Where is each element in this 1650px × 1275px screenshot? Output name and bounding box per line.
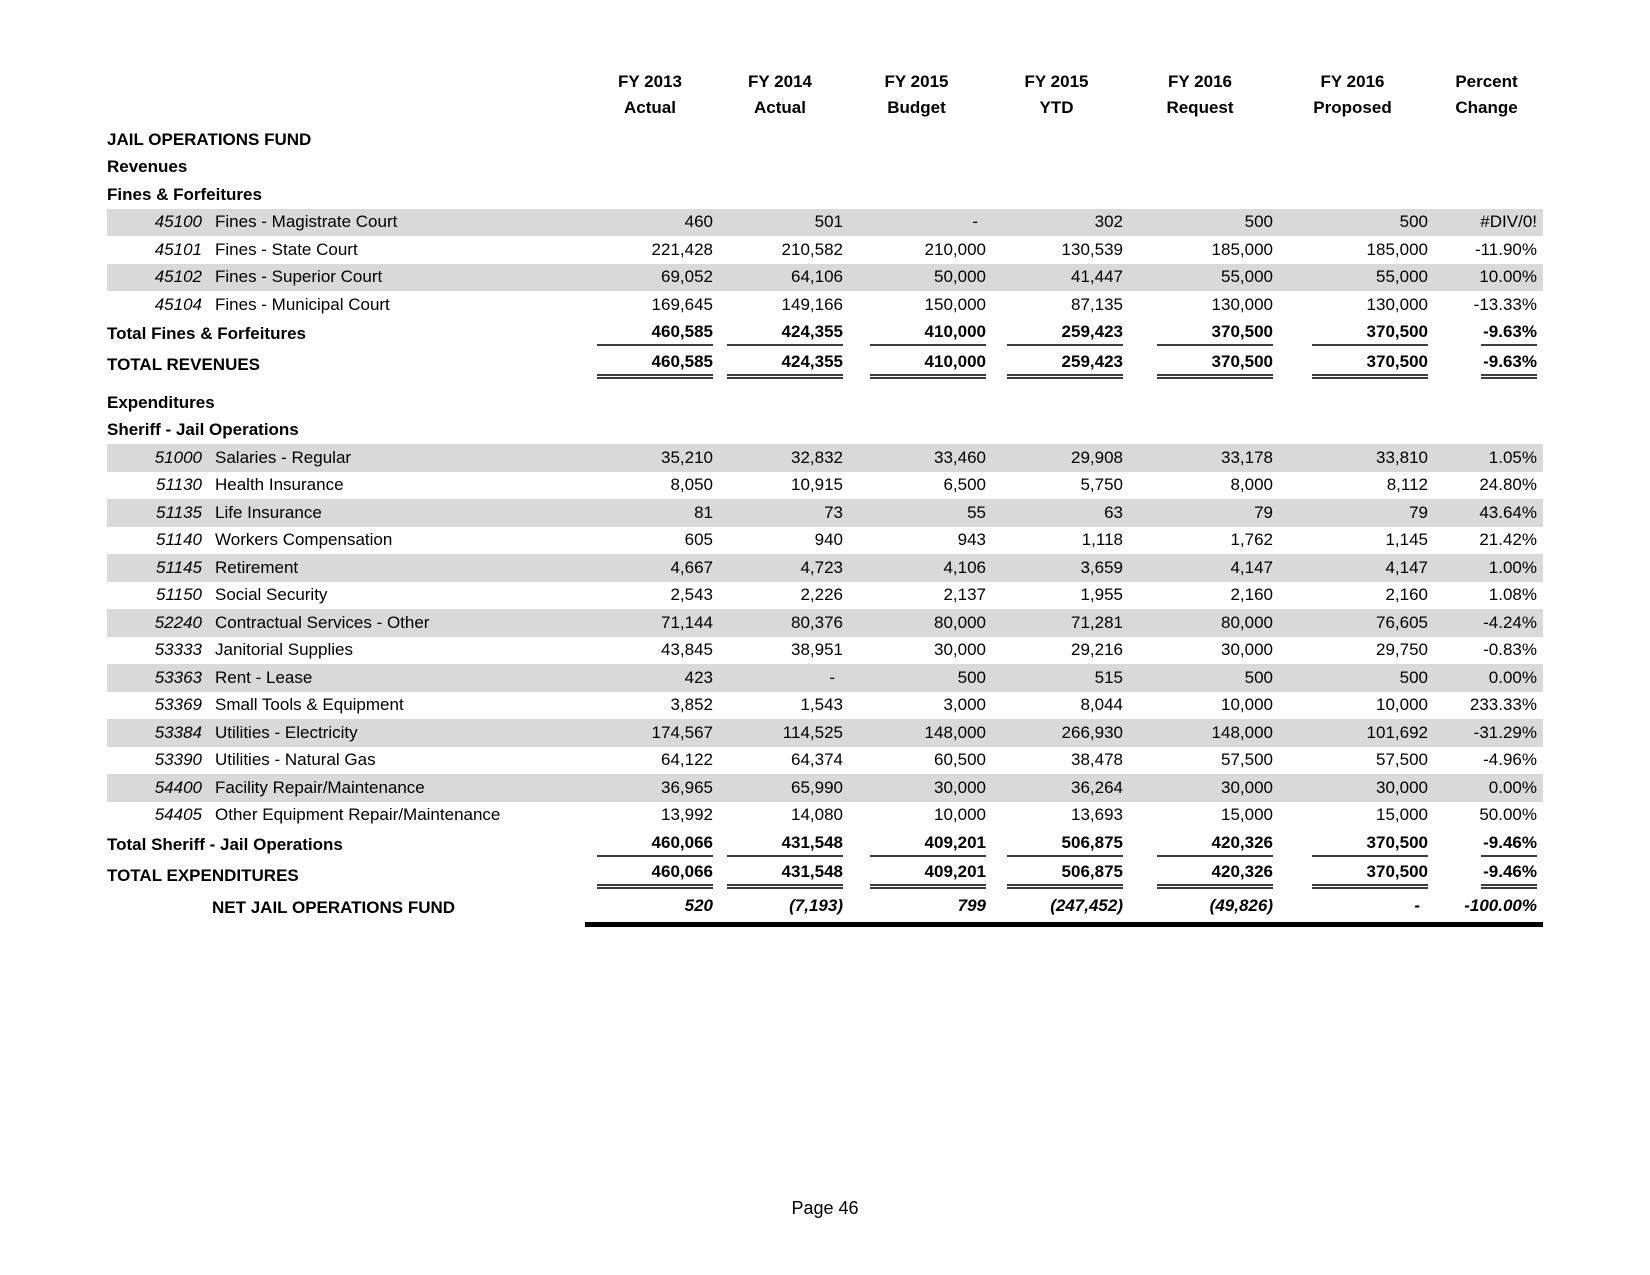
table-row <box>107 264 1543 292</box>
cell-value: - <box>829 667 835 687</box>
cell-value: 515 <box>1094 667 1123 687</box>
account-name: Salaries - Regular <box>215 447 352 467</box>
cell-value: 8,112 <box>1386 475 1428 495</box>
cell-value: 73 <box>824 502 843 522</box>
cell-value: 4,667 <box>670 557 713 577</box>
cell-value: 500 <box>1244 212 1273 232</box>
account-number: 51150 <box>155 585 202 605</box>
cell-value: 43.64% <box>1479 502 1537 522</box>
account-number: 51000 <box>154 447 202 467</box>
account-name: Fines - Magistrate Court <box>215 212 398 232</box>
column-header-fy2013-actual <box>585 66 715 126</box>
table-header <box>107 66 1543 126</box>
cell-value: 55,000 <box>1376 267 1428 287</box>
cell-value: 2,543 <box>670 585 713 605</box>
cell-value: 409,201 <box>870 862 986 889</box>
cell-value: 81 <box>694 502 713 522</box>
cell-value: 0.00% <box>1488 777 1537 797</box>
cell-value: (49,826) <box>1209 896 1273 916</box>
cell-value: 5,750 <box>1080 475 1123 495</box>
cell-value: 130,539 <box>1061 239 1123 259</box>
account-name: Retirement <box>215 557 299 577</box>
account-name: Contractual Services - Other <box>215 612 430 632</box>
cell-value: 30,000 <box>1221 640 1273 660</box>
header-line1: FY 2014 <box>748 72 812 91</box>
cell-value: 185,000 <box>1366 239 1428 259</box>
cell-value: 2,226 <box>800 585 843 605</box>
table-row <box>107 774 1543 802</box>
cell-value: 71,281 <box>1071 612 1123 632</box>
account-name: Facility Repair/Maintenance <box>215 777 425 797</box>
fund-title: JAIL OPERATIONS FUND <box>107 129 312 149</box>
cell-value: 57,500 <box>1221 750 1273 770</box>
cell-value: 33,810 <box>1376 447 1428 467</box>
cell-value: 410,000 <box>870 352 986 379</box>
table-body <box>107 126 1543 924</box>
column-header-fy2016-request <box>1125 66 1275 126</box>
cell-value: 259,423 <box>1007 322 1123 346</box>
account-name: Utilities - Electricity <box>215 722 358 742</box>
cell-value: 424,355 <box>727 352 843 379</box>
header-line2: Proposed <box>1313 98 1392 117</box>
cell-value: 2,160 <box>1230 585 1273 605</box>
cell-value: (7,193) <box>789 896 843 916</box>
account-number: 45101 <box>154 239 202 259</box>
cell-value: 420,326 <box>1157 833 1273 857</box>
cell-value: (247,452) <box>1050 896 1123 916</box>
cell-value: -9.46% <box>1481 862 1537 889</box>
table-row <box>107 664 1543 692</box>
cell-value: 409,201 <box>870 833 986 857</box>
cell-value: 1.00% <box>1488 557 1537 577</box>
cell-value: 506,875 <box>1007 862 1123 889</box>
account-name: Rent - Lease <box>215 667 313 687</box>
cell-value: 423 <box>684 667 713 687</box>
section-label: Revenues <box>107 157 188 177</box>
cell-value: 29,216 <box>1071 640 1123 660</box>
cell-value: -9.46% <box>1481 833 1537 857</box>
account-number: 51130 <box>155 475 202 495</box>
table-row <box>107 381 1543 417</box>
cell-value: 431,548 <box>727 833 843 857</box>
account-name: Health Insurance <box>215 475 344 495</box>
account-name: Fines - Superior Court <box>215 267 383 287</box>
cell-value: 506,875 <box>1007 833 1123 857</box>
table-row <box>107 236 1543 264</box>
table-row <box>107 472 1543 500</box>
cell-value: 233.33% <box>1469 695 1537 715</box>
cell-value: 169,645 <box>651 294 713 314</box>
cell-value: 33,460 <box>934 447 986 467</box>
table-row <box>107 499 1543 527</box>
account-name: Janitorial Supplies <box>215 640 353 660</box>
cell-value: -9.63% <box>1481 352 1537 379</box>
cell-value: 87,135 <box>1071 294 1123 314</box>
cell-value: 4,147 <box>1230 557 1273 577</box>
cell-value: 33,178 <box>1221 447 1273 467</box>
header-line1: FY 2015 <box>1024 72 1089 91</box>
account-name: Fines - State Court <box>215 239 358 259</box>
table-row <box>107 609 1543 637</box>
cell-value: 36,965 <box>661 777 713 797</box>
cell-value: 80,000 <box>934 612 986 632</box>
cell-value: 64,106 <box>791 267 843 287</box>
cell-value: 35,210 <box>661 447 713 467</box>
column-header-fy2015-ytd <box>988 66 1125 126</box>
cell-value: 2,160 <box>1385 585 1428 605</box>
cell-value: 29,750 <box>1376 640 1428 660</box>
column-header-fy2016-proposed <box>1275 66 1430 126</box>
cell-value: 50.00% <box>1479 805 1537 825</box>
account-name: Fines - Municipal Court <box>215 294 390 314</box>
cell-value: 114,525 <box>782 722 843 742</box>
header-line2: Budget <box>887 98 946 117</box>
header-line1: Percent <box>1455 72 1518 91</box>
cell-value: 6,500 <box>943 475 986 495</box>
account-number: 51135 <box>155 502 202 522</box>
cell-value: 460 <box>684 212 713 232</box>
cell-value: 460,585 <box>597 322 713 346</box>
cell-value: 185,000 <box>1211 239 1273 259</box>
table-row <box>107 891 1543 924</box>
cell-value: 41,447 <box>1071 267 1123 287</box>
column-header-percent-change <box>1430 66 1543 126</box>
cell-value: 130,000 <box>1211 294 1273 314</box>
cell-value: 32,832 <box>791 447 843 467</box>
cell-value: 259,423 <box>1007 352 1123 379</box>
table-row <box>107 126 1543 154</box>
table-row <box>107 692 1543 720</box>
account-name: Social Security <box>215 585 328 605</box>
cell-value: 2,137 <box>943 585 986 605</box>
cell-value: 500 <box>1244 667 1273 687</box>
account-name: Life Insurance <box>215 502 322 522</box>
table-row <box>107 209 1543 237</box>
table-row <box>107 319 1543 350</box>
cell-value: 13,693 <box>1071 805 1123 825</box>
header-line1: FY 2016 <box>1320 72 1385 91</box>
column-header-fy2015-budget <box>845 66 988 126</box>
cell-value: 29,908 <box>1071 447 1123 467</box>
cell-value: 1,543 <box>800 695 843 715</box>
header-line2: Actual <box>754 98 806 117</box>
cell-value: 424,355 <box>727 322 843 346</box>
cell-value: - <box>1414 896 1420 916</box>
cell-value: 210,000 <box>924 239 986 259</box>
cell-value: 15,000 <box>1221 805 1273 825</box>
cell-value: 0.00% <box>1488 667 1537 687</box>
table-row <box>107 417 1543 445</box>
cell-value: 38,951 <box>791 640 843 660</box>
cell-value: 21.42% <box>1479 530 1537 550</box>
cell-value: 4,723 <box>800 557 843 577</box>
table-row <box>107 747 1543 775</box>
cell-value: 10,000 <box>934 805 986 825</box>
table-row <box>107 802 1543 830</box>
cell-value: 38,478 <box>1071 750 1123 770</box>
page-footer: Page 46 <box>791 1198 859 1218</box>
cell-value: 370,500 <box>1312 322 1428 346</box>
cell-value: 266,930 <box>1061 722 1123 742</box>
cell-value: 101,692 <box>1366 722 1428 742</box>
cell-value: 370,500 <box>1312 833 1428 857</box>
account-name: Workers Compensation <box>215 530 393 550</box>
cell-value: 8,050 <box>670 475 713 495</box>
header-line2: Request <box>1166 98 1234 117</box>
cell-value: 30,000 <box>934 640 986 660</box>
header-line1: FY 2016 <box>1168 72 1232 91</box>
header-line2: YTD <box>1039 98 1074 117</box>
account-name: Small Tools & Equipment <box>215 695 404 715</box>
cell-value: 4,106 <box>943 557 986 577</box>
account-number: 45100 <box>154 212 202 232</box>
cell-value: 71,144 <box>661 612 713 632</box>
cell-value: 130,000 <box>1366 294 1428 314</box>
header-line2: Actual <box>624 98 676 117</box>
cell-value: 80,376 <box>791 612 843 632</box>
cell-value: -0.83% <box>1483 640 1537 660</box>
table-row <box>107 637 1543 665</box>
cell-value: 3,852 <box>670 695 713 715</box>
cell-value: 4,147 <box>1385 557 1428 577</box>
column-header-fy2014-actual <box>715 66 845 126</box>
total-row-label: Total Fines & Forfeitures <box>107 324 306 343</box>
cell-value: 1.08% <box>1488 585 1537 605</box>
cell-value: 174,567 <box>651 722 713 742</box>
cell-value: - <box>972 212 978 232</box>
table-row <box>107 554 1543 582</box>
budget-table <box>107 66 1543 927</box>
cell-value: 1,145 <box>1385 530 1428 550</box>
cell-value: 460,066 <box>597 862 713 889</box>
cell-value: 79 <box>1409 502 1428 522</box>
cell-value: 79 <box>1254 502 1273 522</box>
cell-value: 30,000 <box>1221 777 1273 797</box>
cell-value: 370,500 <box>1157 322 1273 346</box>
table-row <box>107 181 1543 209</box>
account-number: 53369 <box>154 695 202 715</box>
cell-value: 36,264 <box>1071 777 1123 797</box>
cell-value: 14,080 <box>791 805 843 825</box>
account-number: 54400 <box>154 777 202 797</box>
cell-value: 69,052 <box>661 267 713 287</box>
cell-value: 940 <box>814 530 843 550</box>
cell-value: 150,000 <box>924 294 986 314</box>
header-row <box>107 66 1543 126</box>
cell-value: 1,118 <box>1081 530 1123 550</box>
account-number: 51140 <box>155 530 202 550</box>
net-row-label: NET JAIL OPERATIONS FUND <box>212 897 456 917</box>
cell-value: 148,000 <box>1211 722 1273 742</box>
table-row <box>107 860 1543 891</box>
section-label: Sheriff - Jail Operations <box>107 420 299 440</box>
cell-value: 3,000 <box>943 695 986 715</box>
account-name: Utilities - Natural Gas <box>215 750 376 770</box>
cell-value: -11.90% <box>1474 239 1537 259</box>
cell-value: 370,500 <box>1312 352 1428 379</box>
table-row <box>107 154 1543 182</box>
account-number: 53384 <box>154 722 202 742</box>
cell-value: 605 <box>684 530 713 550</box>
cell-value: 148,000 <box>924 722 986 742</box>
cell-value: 55 <box>967 502 986 522</box>
cell-value: 149,166 <box>781 294 843 314</box>
table-row <box>107 444 1543 472</box>
cell-value: 8,044 <box>1080 695 1123 715</box>
cell-value: -9.63% <box>1481 322 1537 346</box>
cell-value: 460,585 <box>597 352 713 379</box>
total-row-label: TOTAL EXPENDITURES <box>107 865 299 885</box>
cell-value: 1,762 <box>1230 530 1273 550</box>
cell-value: 799 <box>957 896 986 916</box>
cell-value: 30,000 <box>934 777 986 797</box>
cell-value: 13,992 <box>661 805 713 825</box>
cell-value: -4.96% <box>1483 750 1537 770</box>
cell-value: 15,000 <box>1376 805 1428 825</box>
table-row <box>107 829 1543 860</box>
cell-value: 30,000 <box>1376 777 1428 797</box>
cell-value: 63 <box>1104 502 1123 522</box>
cell-value: -13.33% <box>1473 294 1537 314</box>
cell-value: 57,500 <box>1376 750 1428 770</box>
cell-value: 80,000 <box>1221 612 1273 632</box>
cell-value: 24.80% <box>1479 475 1537 495</box>
section-label: Fines & Forfeitures <box>107 184 262 204</box>
cell-value: 460,066 <box>597 833 713 857</box>
cell-value: 10,000 <box>1221 695 1273 715</box>
column-header-label <box>107 66 585 126</box>
cell-value: 370,500 <box>1157 352 1273 379</box>
cell-value: 410,000 <box>870 322 986 346</box>
cell-value: 8,000 <box>1230 475 1273 495</box>
table-row <box>107 350 1543 381</box>
account-number: 45104 <box>154 294 202 314</box>
account-name: Other Equipment Repair/Maintenance <box>215 805 501 825</box>
cell-value: 10,915 <box>791 475 843 495</box>
cell-value: 76,605 <box>1376 612 1428 632</box>
account-number: 54405 <box>154 805 202 825</box>
cell-value: 3,659 <box>1080 557 1123 577</box>
cell-value: 500 <box>1399 667 1428 687</box>
cell-value: 10.00% <box>1479 267 1537 287</box>
cell-value: 64,122 <box>661 750 713 770</box>
cell-value: 370,500 <box>1312 862 1428 889</box>
cell-value: -31.29% <box>1473 722 1537 742</box>
header-line1: FY 2015 <box>884 72 949 91</box>
account-number: 53333 <box>154 640 202 660</box>
cell-value: #DIV/0! <box>1480 212 1537 232</box>
account-number: 53363 <box>154 667 202 687</box>
table-row <box>107 582 1543 610</box>
cell-value: 420,326 <box>1157 862 1273 889</box>
cell-value: 520 <box>684 896 713 916</box>
header-line2: Change <box>1455 98 1518 117</box>
cell-value: 221,428 <box>651 239 713 259</box>
total-row-label: Total Sheriff - Jail Operations <box>107 834 343 854</box>
cell-value: 500 <box>957 667 986 687</box>
cell-value: 431,548 <box>727 862 843 889</box>
cell-value: 501 <box>814 212 843 232</box>
cell-value: 50,000 <box>934 267 986 287</box>
table-row <box>107 719 1543 747</box>
cell-value: 1.05% <box>1488 447 1537 467</box>
section-label: Expenditures <box>107 392 215 412</box>
account-number: 52240 <box>154 612 202 632</box>
cell-value: 60,500 <box>934 750 986 770</box>
account-number: 53390 <box>154 750 202 770</box>
table-row <box>107 527 1543 555</box>
table-row <box>107 291 1543 319</box>
cell-value: 500 <box>1399 212 1428 232</box>
cell-value: 210,582 <box>781 239 843 259</box>
cell-value: 65,990 <box>791 777 843 797</box>
cell-value: 10,000 <box>1376 695 1428 715</box>
cell-value: 943 <box>957 530 986 550</box>
cell-value: 55,000 <box>1221 267 1273 287</box>
header-line1: FY 2013 <box>618 72 682 91</box>
account-number: 45102 <box>154 267 202 287</box>
cell-value: -4.24% <box>1483 612 1537 632</box>
cell-value: 43,845 <box>661 640 713 660</box>
budget-sheet <box>107 66 1543 927</box>
cell-value: 302 <box>1094 212 1123 232</box>
cell-value: 1,955 <box>1080 585 1123 605</box>
cell-value: 64,374 <box>791 750 843 770</box>
account-number: 51145 <box>155 557 202 577</box>
cell-value: -100.00% <box>1464 896 1537 916</box>
total-row-label: TOTAL REVENUES <box>107 355 261 374</box>
